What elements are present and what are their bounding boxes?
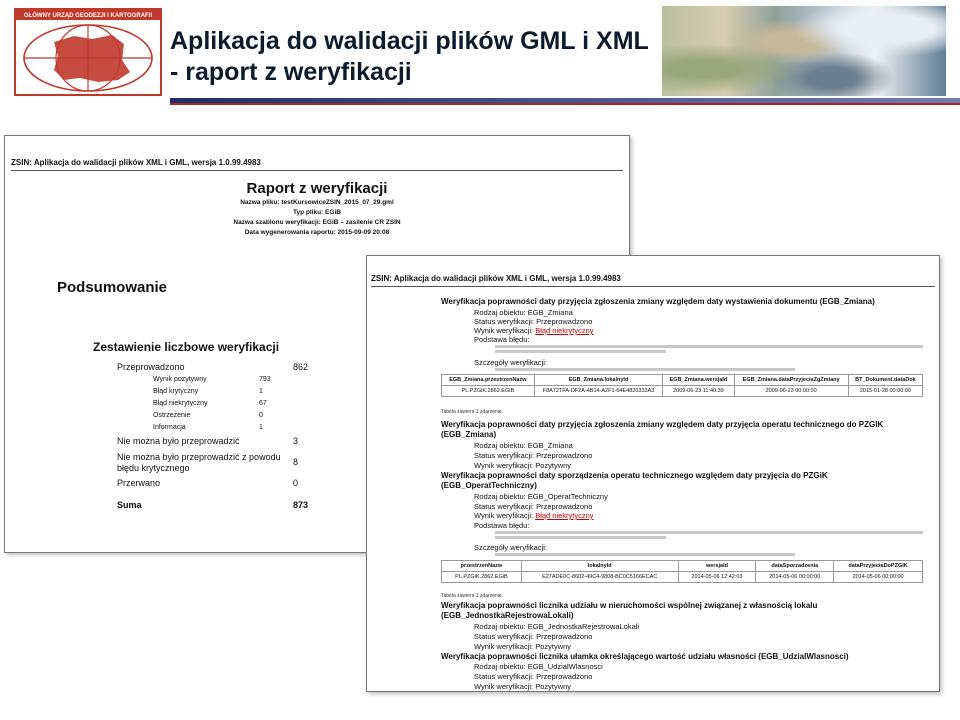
- stat-not-possible-value: 3: [293, 436, 299, 446]
- report-file-type: Typ pliku: EGiB: [293, 209, 341, 216]
- check-title-4: Weryfikacja poprawności licznika udziału w nieruchomości wspólnej związanej z własnością lokalu (EGB_JednostkaRejestrowaLokali): [441, 601, 818, 620]
- check-result-label-1: Wynik weryfikacji:: [474, 326, 536, 335]
- report-generated-date: Data wygenerowania raportu: 2015-09-09 20:08: [244, 229, 390, 236]
- check-status-3: Status weryfikacji: Przeprowadzono: [474, 502, 593, 511]
- summary-heading: Podsumowanie: [57, 279, 168, 296]
- satellite-imagery-strip: [662, 6, 946, 96]
- table-cell: 2014-05-06 12:42:03: [678, 572, 756, 583]
- stat-positive-value: 793: [259, 376, 271, 383]
- check-basis-text-3: [495, 529, 923, 541]
- check-basis-3: Podstawa błędu:: [474, 521, 530, 530]
- header-divider-accent: [170, 103, 960, 105]
- app-header-rule: [371, 286, 935, 287]
- check-object-type-1: Rodzaj obiektu: EGB_Zmiana: [474, 308, 573, 317]
- check-details-3: Szczegóły weryfikacji:: [474, 543, 547, 552]
- stat-interrupted-label: Przerwano: [117, 478, 161, 488]
- table-header: EGB_Zmiana.wersjaId: [663, 375, 734, 386]
- table-header-row: [442, 561, 923, 572]
- table-header: dataSporzadzenia: [756, 561, 834, 572]
- check-details-1: Szczegóły weryfikacji:: [474, 358, 547, 367]
- table-header: dataPrzyjeciaDoPZGIK: [834, 561, 923, 572]
- table-note-3: Tabela zawiera 1 zdarzenie.: [441, 593, 503, 599]
- table-cell: 2014-05-06 00:00:00: [834, 572, 923, 583]
- table-cell: E27ADE0C-8602-49C4-9808-BC0C5166ECAC: [521, 572, 678, 583]
- table-row: [442, 572, 923, 583]
- table-header: EGB_Zmiana.przestrzenNazw: [442, 375, 535, 386]
- app-header: ZSIN: Aplikacja do walidacji plików XML i GML, wersja 1.0.99.4983: [371, 274, 621, 283]
- table-header: BT_Dokument.dataDok: [848, 375, 922, 386]
- check-status-4: Status weryfikacji: Przeprowadzono: [474, 632, 593, 641]
- check-title-5: Weryfikacja poprawności licznika ułamka określającego wartość udziału własności (EGB_UdzialWlasnosci): [441, 652, 849, 661]
- check-result-error-3[interactable]: Błąd niekrytyczny: [535, 511, 594, 520]
- check-result-5: Wynik weryfikacji: Pozytywny: [474, 682, 572, 691]
- check-result-label-3: Wynik weryfikacji:: [474, 511, 536, 520]
- report-template-name: Nazwa szablonu weryfikacji: EGiB – zasilenie CR ZSIN: [233, 219, 401, 226]
- table-cell: PL.PZGiK.2862.EGiB: [442, 572, 522, 583]
- check-result-2: Wynik weryfikacji: Pozytywny: [474, 461, 572, 470]
- check-object-type-4: Rodzaj obiektu: EGB_JednostkaRejestrowaLokali: [474, 622, 640, 631]
- stat-warning-value: 0: [259, 412, 263, 419]
- check-object-type-3: Rodzaj obiektu: EGB_OperatTechniczny: [474, 492, 608, 501]
- table-row: [442, 386, 923, 397]
- check-result-3: [474, 511, 594, 520]
- slide-title-line1: Aplikacja do walidacji plików GML i XML: [170, 27, 649, 55]
- gugik-logo: [14, 8, 162, 96]
- check-status-5: Status weryfikacji: Przeprowadzono: [474, 672, 593, 681]
- report-details-panel: [366, 255, 940, 692]
- table-cell: 2009-06-23 11:40:39: [663, 386, 734, 397]
- check-object-type-5: Rodzaj obiektu: EGB_UdzialWlasnosci: [474, 662, 603, 671]
- stat-processed-label: Przeprowadzono: [117, 362, 185, 372]
- slide-title-line2: - raport z weryfikacji: [170, 58, 412, 86]
- slide-title: [170, 26, 649, 88]
- table-cell: PL.PZGiK.2862.EGiB: [442, 386, 535, 397]
- check-basis-1: Podstawa błędu:: [474, 335, 530, 344]
- stat-interrupted-value: 0: [293, 478, 299, 488]
- table-cell: F8A72TFA-DF2A-4B14-A2F1-64E4820333A3: [534, 386, 663, 397]
- table-header: EGB_Zmiana.dataPrzyjeciaZgZmiany: [734, 375, 848, 386]
- stat-critical-label: Błąd krytyczny: [153, 388, 199, 395]
- stat-info-value: 1: [259, 424, 263, 431]
- stat-critical-value: 1: [259, 388, 263, 395]
- stat-processed-value: 862: [293, 362, 309, 372]
- stat-info-label: Informacja: [153, 424, 186, 431]
- details-table-1: [441, 374, 923, 397]
- app-header-rule: [11, 170, 623, 171]
- stats-heading: Zestawienie liczbowe weryfikacji: [93, 340, 280, 354]
- check-result-1: [474, 326, 594, 335]
- table-note-1: Tabela zawiera 1 zdarzenie.: [441, 409, 503, 415]
- check-details-text-3: [495, 551, 795, 558]
- check-title-2: Weryfikacja poprawności daty przyjęcia zgłoszenia zmiany względem daty przyjęcia operatu technicznego do PZGIK (EGB_Zmiana): [441, 420, 884, 439]
- stat-warning-label: Ostrzeżenie: [153, 412, 191, 419]
- check-title-1: Weryfikacja poprawności daty przyjęcia zgłoszenia zmiany względem daty wystawienia dokumentu (EGB_Zmiana): [441, 297, 875, 306]
- check-result-error-1[interactable]: Błąd niekrytyczny: [535, 326, 594, 335]
- check-details-text-1: [495, 366, 795, 373]
- stat-noncritical-label: Błąd niekrytyczny: [153, 400, 208, 407]
- check-status-2: Status weryfikacji: Przeprowadzono: [474, 451, 593, 460]
- report-file-name: Nazwa pliku: testKursowiceZSIN_2015_07_29.gml: [240, 199, 394, 206]
- check-title-3: Weryfikacja poprawności daty sporządzenia operatu technicznego względem daty przyjęcia do PZGiK (EGB_OperatTechniczny): [441, 471, 828, 490]
- table-header: lokalnyId: [521, 561, 678, 572]
- stat-total-label: Suma: [117, 500, 142, 510]
- table-header: wersjaId: [678, 561, 756, 572]
- stat-not-possible-label: Nie można było przeprowadzić: [117, 436, 240, 446]
- table-cell: 2015-01-28 00:00:00: [848, 386, 922, 397]
- app-header: ZSIN: Aplikacja do walidacji plików XML i GML, wersja 1.0.99.4983: [11, 158, 261, 167]
- stat-noncritical-value: 67: [259, 400, 267, 407]
- check-basis-text-1: [495, 343, 923, 355]
- logo-text: GŁÓWNY URZĄD GEODEZJI I KARTOGRAFII: [23, 13, 153, 19]
- report-title: Raport z weryfikacji: [246, 180, 388, 197]
- check-object-type-2: Rodzaj obiektu: EGB_Zmiana: [474, 441, 573, 450]
- table-cell: 2014-05-06 00:00:00: [756, 572, 834, 583]
- stat-total-value: 873: [293, 500, 309, 510]
- table-header: przestrzenNazw: [442, 561, 522, 572]
- stat-not-possible-critical-value: 8: [293, 457, 299, 467]
- table-header: EGB_Zmiana.lokalnyId: [534, 375, 663, 386]
- check-result-4: Wynik weryfikacji: Pozytywny: [474, 642, 572, 651]
- stat-not-possible-critical-label: Nie można było przeprowadzić z powodu błędu krytycznego: [117, 452, 281, 473]
- table-header-row: [442, 375, 923, 386]
- details-table-3: [441, 560, 923, 583]
- table-cell: 2009-06-23 00:00:00: [734, 386, 848, 397]
- check-status-1: Status weryfikacji: Przeprowadzono: [474, 317, 593, 326]
- stat-positive-label: Wynik pozytywny: [153, 376, 207, 383]
